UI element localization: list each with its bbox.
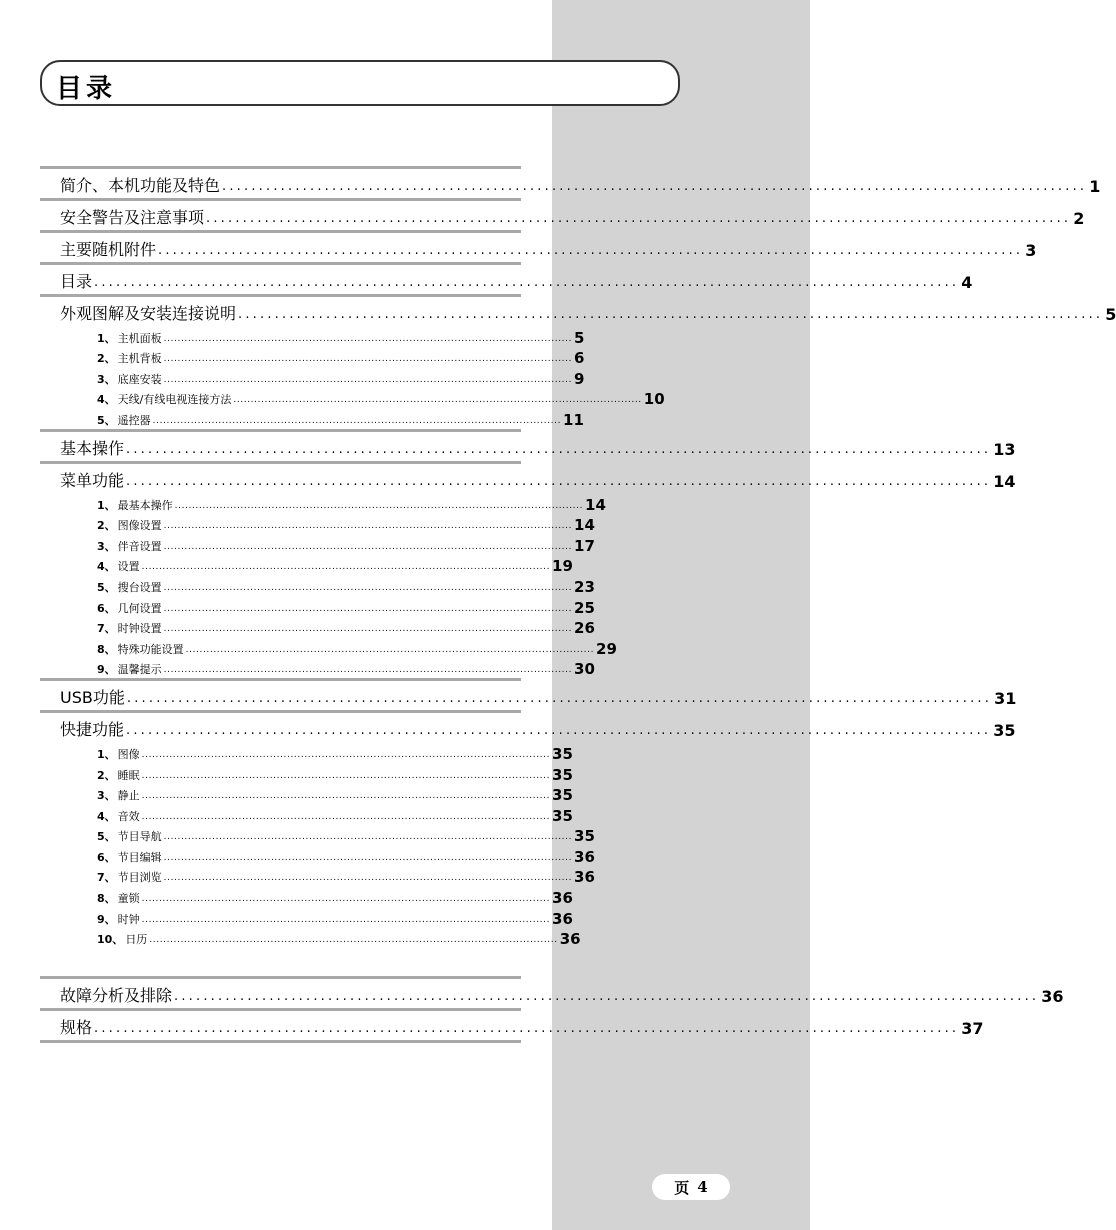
toc-entry-label: 快捷功能 xyxy=(60,720,125,740)
toc-sub-page: 29 xyxy=(596,639,617,658)
leader-dots: ...................................................................................................................... xyxy=(94,1021,960,1037)
toc-entry-label: USB功能 xyxy=(60,688,125,708)
toc-entry-label: 规格 xyxy=(60,1018,93,1038)
toc-entry-label: 安全警告及注意事项 xyxy=(60,208,205,227)
leader-dots: ...................................................................................................................... xyxy=(174,500,584,511)
toc-sub-entry[interactable] xyxy=(40,408,584,429)
toc-sub-entry[interactable] xyxy=(40,493,606,514)
toc-sub-page: 17 xyxy=(574,536,595,555)
toc-sub-page: 35 xyxy=(574,827,595,846)
toc-sub-entry[interactable] xyxy=(40,575,595,596)
leader-dots: ...................................................................................................................... xyxy=(185,644,595,655)
leader-dots: ...................................................................................................................... xyxy=(163,582,573,593)
toc-sub-label: 2、 睡眠 xyxy=(97,768,140,782)
toc-sub-entry[interactable] xyxy=(40,784,573,805)
leader-dots: ...................................................................................................................... xyxy=(141,791,551,802)
page-label: 页 xyxy=(674,1178,690,1197)
toc-sub-label: 9、 时钟 xyxy=(97,912,140,926)
toc-sub-label: 1、 最基本操作 xyxy=(97,498,173,512)
toc-sub-entry[interactable] xyxy=(40,763,573,784)
toc-sub-page: 10 xyxy=(643,390,665,409)
toc-sub-page: 36 xyxy=(552,889,573,908)
toc-sub-label: 5、 节目导航 xyxy=(97,830,162,844)
toc-entry-page: 4 xyxy=(961,273,973,292)
leader-dots: ...................................................................................................................... xyxy=(238,307,1104,322)
table-of-contents xyxy=(40,166,1116,1043)
toc-sub-page: 19 xyxy=(552,557,573,576)
leader-dots: ...................................................................................................................... xyxy=(206,211,1072,226)
toc-sub-entry[interactable] xyxy=(40,617,595,638)
toc-entry-page: 5 xyxy=(1105,305,1116,324)
toc-sub-entry[interactable] xyxy=(40,845,595,866)
toc-sub-entry[interactable] xyxy=(40,388,665,409)
toc-entry[interactable] xyxy=(40,713,1016,742)
toc-entry[interactable] xyxy=(40,1011,984,1040)
toc-sub-page: 30 xyxy=(574,660,595,679)
toc-sub-entry[interactable] xyxy=(40,367,585,388)
toc-entry[interactable] xyxy=(40,297,1116,326)
toc-sub-entry[interactable] xyxy=(40,596,595,617)
toc-sub-entry[interactable] xyxy=(40,928,581,949)
toc-entry-label: 外观图解及安装连接说明 xyxy=(60,304,237,323)
toc-entry[interactable] xyxy=(40,265,973,294)
toc-sub-label: 8、 特殊功能设置 xyxy=(97,642,184,656)
toc-sub-page: 9 xyxy=(574,369,585,388)
leader-dots: ...................................................................................................................... xyxy=(141,562,551,573)
toc-entry[interactable] xyxy=(40,681,1017,710)
toc-entry-page: 3 xyxy=(1025,241,1037,260)
page-number-badge xyxy=(652,1174,730,1200)
toc-entry[interactable] xyxy=(40,432,1016,461)
toc-sub-page: 36 xyxy=(559,930,581,949)
toc-sub-page: 36 xyxy=(552,909,573,928)
toc-sub-page: 35 xyxy=(552,786,573,805)
toc-sub-entry[interactable] xyxy=(40,825,595,846)
toc-entry-label: 故障分析及排除 xyxy=(60,986,173,1006)
toc-sub-entry[interactable] xyxy=(40,555,573,576)
toc-entry-page: 2 xyxy=(1073,209,1085,228)
toc-sub-page: 14 xyxy=(574,516,595,535)
toc-sub-entry[interactable] xyxy=(40,742,573,763)
title-box xyxy=(40,60,680,106)
toc-sub-label: 5、 遥控器 xyxy=(97,413,151,427)
toc-entry-page: 1 xyxy=(1089,177,1101,196)
leader-dots: ...................................................................................................................... xyxy=(141,770,551,781)
toc-sub-page: 5 xyxy=(574,328,585,347)
toc-sub-label: 9、 温馨提示 xyxy=(97,663,162,677)
leader-dots: ...................................................................................................................... xyxy=(163,624,573,635)
toc-sub-label: 3、 底座安装 xyxy=(97,372,162,386)
toc-entry-page: 14 xyxy=(993,471,1016,491)
toc-sub-label: 2、 图像设置 xyxy=(97,519,162,533)
leader-dots: ...................................................................................................................... xyxy=(233,395,642,406)
toc-entry-label: 目录 xyxy=(60,272,93,291)
toc-sub-entry[interactable] xyxy=(40,534,595,555)
toc-sub-label: 6、 几何设置 xyxy=(97,601,162,615)
toc-sub-page: 26 xyxy=(574,619,595,638)
toc-entry[interactable] xyxy=(40,169,1101,198)
toc-entry[interactable] xyxy=(40,201,1085,230)
toc-sub-page: 11 xyxy=(563,410,584,429)
leader-dots: ...................................................................................................................... xyxy=(163,354,573,365)
leader-dots: ...................................................................................................................... xyxy=(163,852,573,863)
toc-entry-page: 13 xyxy=(993,439,1016,459)
toc-sub-label: 6、 节目编辑 xyxy=(97,850,162,864)
toc-sub-label: 8、 童锁 xyxy=(97,892,140,906)
leader-dots: ...................................................................................................................... xyxy=(222,179,1088,194)
spacer xyxy=(40,948,521,976)
toc-sub-entry[interactable] xyxy=(40,514,595,535)
leader-dots: ...................................................................................................................... xyxy=(152,415,562,426)
toc-sub-entry[interactable] xyxy=(40,658,595,679)
page-title: 目录 xyxy=(56,74,117,104)
leader-dots: ...................................................................................................................... xyxy=(141,749,551,760)
toc-sub-label: 4、 设置 xyxy=(97,560,140,574)
leader-dots: ...................................................................................................................... xyxy=(149,935,558,946)
leader-dots: ...................................................................................................................... xyxy=(94,275,960,290)
toc-sub-page: 25 xyxy=(574,598,595,617)
leader-dots: ...................................................................................................................... xyxy=(126,723,992,739)
toc-sub-page: 23 xyxy=(574,577,595,596)
leader-dots: ...................................................................................................................... xyxy=(163,521,573,532)
toc-entry-label: 基本操作 xyxy=(60,438,125,458)
leader-dots: ...................................................................................................................... xyxy=(174,989,1040,1005)
toc-sub-entry[interactable] xyxy=(40,347,585,368)
toc-sub-label: 10、 日历 xyxy=(97,933,148,947)
page-number: 4 xyxy=(697,1178,708,1196)
toc-sub-page: 36 xyxy=(574,847,595,866)
toc-sub-page: 6 xyxy=(574,349,585,368)
leader-dots: ...................................................................................................................... xyxy=(158,243,1024,258)
toc-sub-label: 2、 主机背板 xyxy=(97,352,162,366)
toc-sub-page: 36 xyxy=(574,868,595,887)
divider xyxy=(40,1040,521,1043)
toc-entry[interactable] xyxy=(40,464,1016,493)
toc-sub-label: 1、 主机面板 xyxy=(97,331,162,345)
leader-dots: ...................................................................................................................... xyxy=(163,603,573,614)
leader-dots: ...................................................................................................................... xyxy=(163,374,573,385)
toc-sub-entry[interactable] xyxy=(40,886,573,908)
toc-sub-label: 1、 图像 xyxy=(97,747,140,761)
toc-sub-entry[interactable] xyxy=(40,804,573,825)
toc-entry[interactable] xyxy=(40,979,1064,1008)
toc-sub-entry[interactable] xyxy=(40,907,573,928)
toc-sub-entry[interactable] xyxy=(40,637,617,658)
leader-dots: ...................................................................................................................... xyxy=(141,914,551,925)
toc-entry-label: 菜单功能 xyxy=(60,470,125,490)
toc-entry-label: 主要随机附件 xyxy=(60,240,157,259)
toc-sub-label: 4、 音效 xyxy=(97,809,140,823)
toc-sub-label: 7、 节目浏览 xyxy=(97,871,162,885)
toc-sub-label: 4、 天线/有线电视连接方法 xyxy=(97,393,232,407)
toc-entry-page: 35 xyxy=(993,721,1016,741)
toc-sub-entry[interactable] xyxy=(40,326,585,347)
toc-entry-page: 36 xyxy=(1041,987,1064,1007)
toc-sub-label: 3、 静止 xyxy=(97,789,140,803)
toc-sub-page: 14 xyxy=(585,495,606,514)
leader-dots: ...................................................................................................................... xyxy=(163,333,573,344)
toc-sub-label: 5、 搜台设置 xyxy=(97,580,162,594)
leader-dots: ...................................................................................................................... xyxy=(126,473,992,489)
leader-dots: ...................................................................................................................... xyxy=(163,541,573,552)
leader-dots: ...................................................................................................................... xyxy=(126,441,992,457)
toc-entry-label: 简介、本机功能及特色 xyxy=(60,176,221,195)
toc-entry[interactable] xyxy=(40,233,1037,262)
toc-entry-page: 31 xyxy=(994,689,1017,709)
toc-entry-page: 37 xyxy=(961,1019,984,1039)
toc-sub-label: 3、 伴音设置 xyxy=(97,539,162,553)
leader-dots: ...................................................................................................................... xyxy=(163,873,573,884)
leader-dots: ...................................................................................................................... xyxy=(163,665,573,676)
toc-sub-page: 35 xyxy=(552,765,573,784)
leader-dots: ...................................................................................................................... xyxy=(163,832,573,843)
leader-dots: ...................................................................................................................... xyxy=(126,691,993,707)
toc-sub-entry[interactable] xyxy=(40,866,595,887)
toc-sub-page: 35 xyxy=(552,744,573,763)
leader-dots: ...................................................................................................................... xyxy=(141,811,551,822)
leader-dots: ...................................................................................................................... xyxy=(141,894,551,905)
toc-sub-page: 35 xyxy=(552,806,573,825)
toc-sub-label: 7、 时钟设置 xyxy=(97,622,162,636)
